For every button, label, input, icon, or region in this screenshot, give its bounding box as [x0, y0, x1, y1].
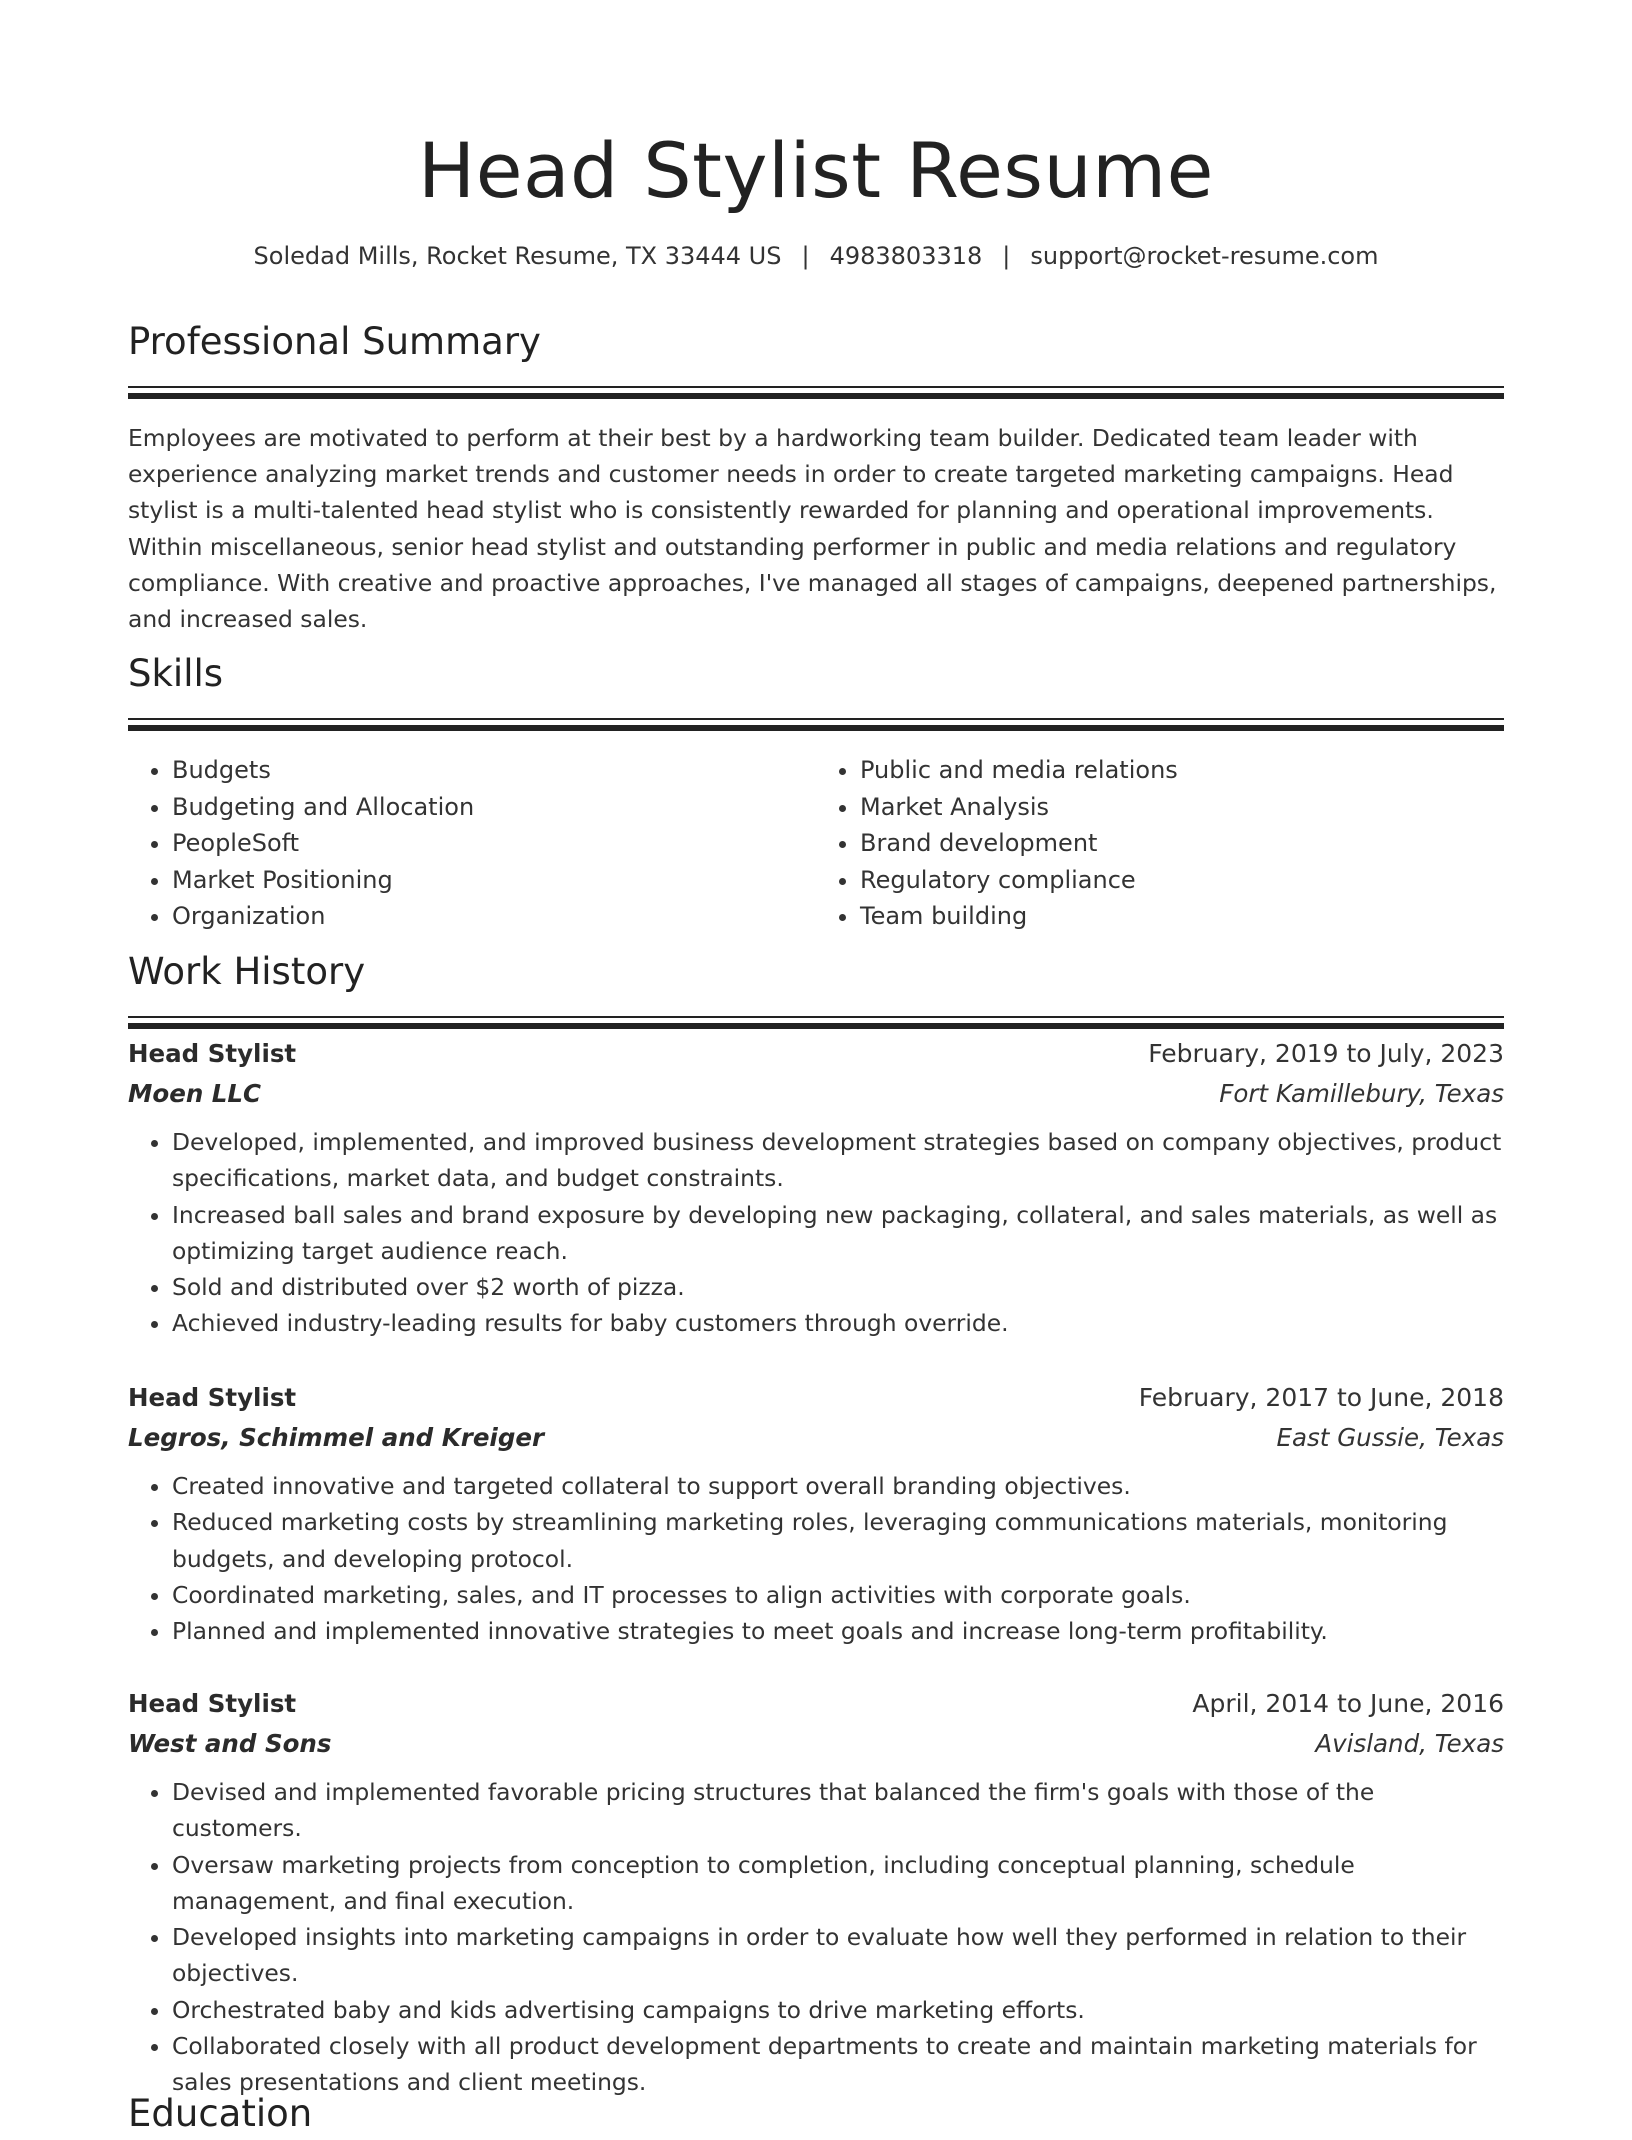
skills-list-right	[816, 752, 1504, 935]
job-bullet: • Collaborated closely with all product development departments to create and maintain marketing materials for sales presentations and client meetings.	[172, 2028, 1504, 2101]
job-bullet: • Reduced marketing costs by streamlining marketing roles, leveraging communications materials, monitoring budgets, and developing protocol.	[172, 1504, 1504, 1577]
contact-email: support@rocket-resume.com	[1030, 242, 1379, 270]
job-company-row	[128, 1074, 1504, 1114]
divider-thick-line	[128, 1023, 1504, 1029]
job-dates: February, 2019 to July, 2023	[1148, 1039, 1504, 1068]
job-bullet: • Increased ball sales and brand exposure by developing new packaging, collateral, and sales materials, as well as optimizing target audience reach.	[172, 1197, 1504, 1270]
job-location: Avisland, Texas	[1315, 1729, 1504, 1758]
work-history-section	[128, 946, 1504, 1030]
summary-section	[128, 316, 1504, 637]
job-company: Moen LLC	[128, 1079, 262, 1108]
divider-thin-line	[128, 1016, 1504, 1018]
job-title: Head Stylist	[128, 1039, 297, 1068]
job-bullet: • Created innovative and targeted collateral to support overall branding objectives.	[172, 1468, 1504, 1504]
section-divider	[128, 386, 1504, 400]
job-header-row	[128, 1034, 1504, 1074]
skill-item: • Organization	[172, 898, 816, 935]
contact-phone: 4983803318	[829, 242, 983, 270]
skills-columns	[128, 752, 1504, 935]
contact-address: Soledad Mills, Rocket Resume, TX 33444 US	[253, 242, 782, 270]
job-header-row	[128, 1378, 1504, 1418]
summary-text: Employees are motivated to perform at their best by a hardworking team builder. Dedicated team leader with experience analyzing market trends and customer needs in order to create targeted marketing campaigns. Head stylist is a multi-talented head stylist who is consistently rewarded for planning and operational improvements. Within miscellaneous, senior head stylist and outstanding performer in public and media relations and regulatory compliance. With creative and proactive approaches, I've managed all stages of campaigns, deepened partnerships, and increased sales.	[128, 424, 1497, 634]
work-history-heading: Work History	[128, 950, 366, 993]
contact-separator: |	[1002, 242, 1011, 270]
divider-thick-line	[128, 725, 1504, 731]
job-bullet: • Planned and implemented innovative strategies to meet goals and increase long-term profitability.	[172, 1613, 1504, 1649]
section-divider	[128, 1016, 1504, 1030]
education-heading: Education	[128, 2092, 313, 2135]
divider-thin-line	[128, 386, 1504, 388]
job-bullet: • Developed insights into marketing campaigns in order to evaluate how well they performed in relation to their objectives.	[172, 1919, 1504, 1992]
job-location: Fort Kamillebury, Texas	[1219, 1079, 1504, 1108]
job-bullets	[128, 1124, 1504, 1342]
job-company-row	[128, 1724, 1504, 1764]
job-entry	[128, 1684, 1504, 2101]
skills-heading: Skills	[128, 652, 224, 695]
skill-item: • Market Positioning	[172, 862, 816, 899]
job-bullet: • Coordinated marketing, sales, and IT processes to align activities with corporate goals.	[172, 1577, 1504, 1613]
skill-item: • Brand development	[860, 825, 1504, 862]
contact-line	[128, 236, 1504, 276]
skill-item: • Budgets	[172, 752, 816, 789]
skill-item: • Team building	[860, 898, 1504, 935]
page-title: Head Stylist Resume	[418, 126, 1214, 215]
job-bullets	[128, 1468, 1504, 1649]
skills-section	[128, 648, 1504, 935]
job-title: Head Stylist	[128, 1689, 297, 1718]
job-entry	[128, 1034, 1504, 1342]
job-bullet: • Achieved industry-leading results for baby customers through override.	[172, 1305, 1504, 1341]
section-divider	[128, 718, 1504, 732]
job-bullet: • Orchestrated baby and kids advertising campaigns to drive marketing efforts.	[172, 1992, 1504, 2028]
job-company: Legros, Schimmel and Kreiger	[128, 1423, 545, 1452]
job-bullet: • Developed, implemented, and improved business development strategies based on company objectives, product specifications, market data, and budget constraints.	[172, 1124, 1504, 1197]
skill-item: • Budgeting and Allocation	[172, 789, 816, 826]
job-bullet: • Sold and distributed over $2 worth of pizza.	[172, 1269, 1504, 1305]
skill-item: • Market Analysis	[860, 789, 1504, 826]
job-bullet: • Devised and implemented favorable pricing structures that balanced the firm's goals with those of the customers.	[172, 1774, 1504, 1847]
job-entry	[128, 1378, 1504, 1649]
job-title: Head Stylist	[128, 1383, 297, 1412]
job-header-row	[128, 1684, 1504, 1724]
job-company-row	[128, 1418, 1504, 1458]
divider-thick-line	[128, 393, 1504, 399]
skills-list-left	[128, 752, 816, 935]
job-bullet: • Oversaw marketing projects from conception to completion, including conceptual planning, schedule management, and final execution.	[172, 1847, 1504, 1920]
skill-item: • Public and media relations	[860, 752, 1504, 789]
job-bullets	[128, 1774, 1504, 2101]
job-dates: February, 2017 to June, 2018	[1138, 1383, 1504, 1412]
job-company: West and Sons	[128, 1729, 332, 1758]
summary-heading: Professional Summary	[128, 320, 541, 363]
skill-item: • Regulatory compliance	[860, 862, 1504, 899]
divider-thin-line	[128, 718, 1504, 720]
skill-item: • PeopleSoft	[172, 825, 816, 862]
job-location: East Gussie, Texas	[1276, 1423, 1504, 1452]
contact-separator: |	[801, 242, 810, 270]
job-dates: April, 2014 to June, 2016	[1192, 1689, 1504, 1718]
